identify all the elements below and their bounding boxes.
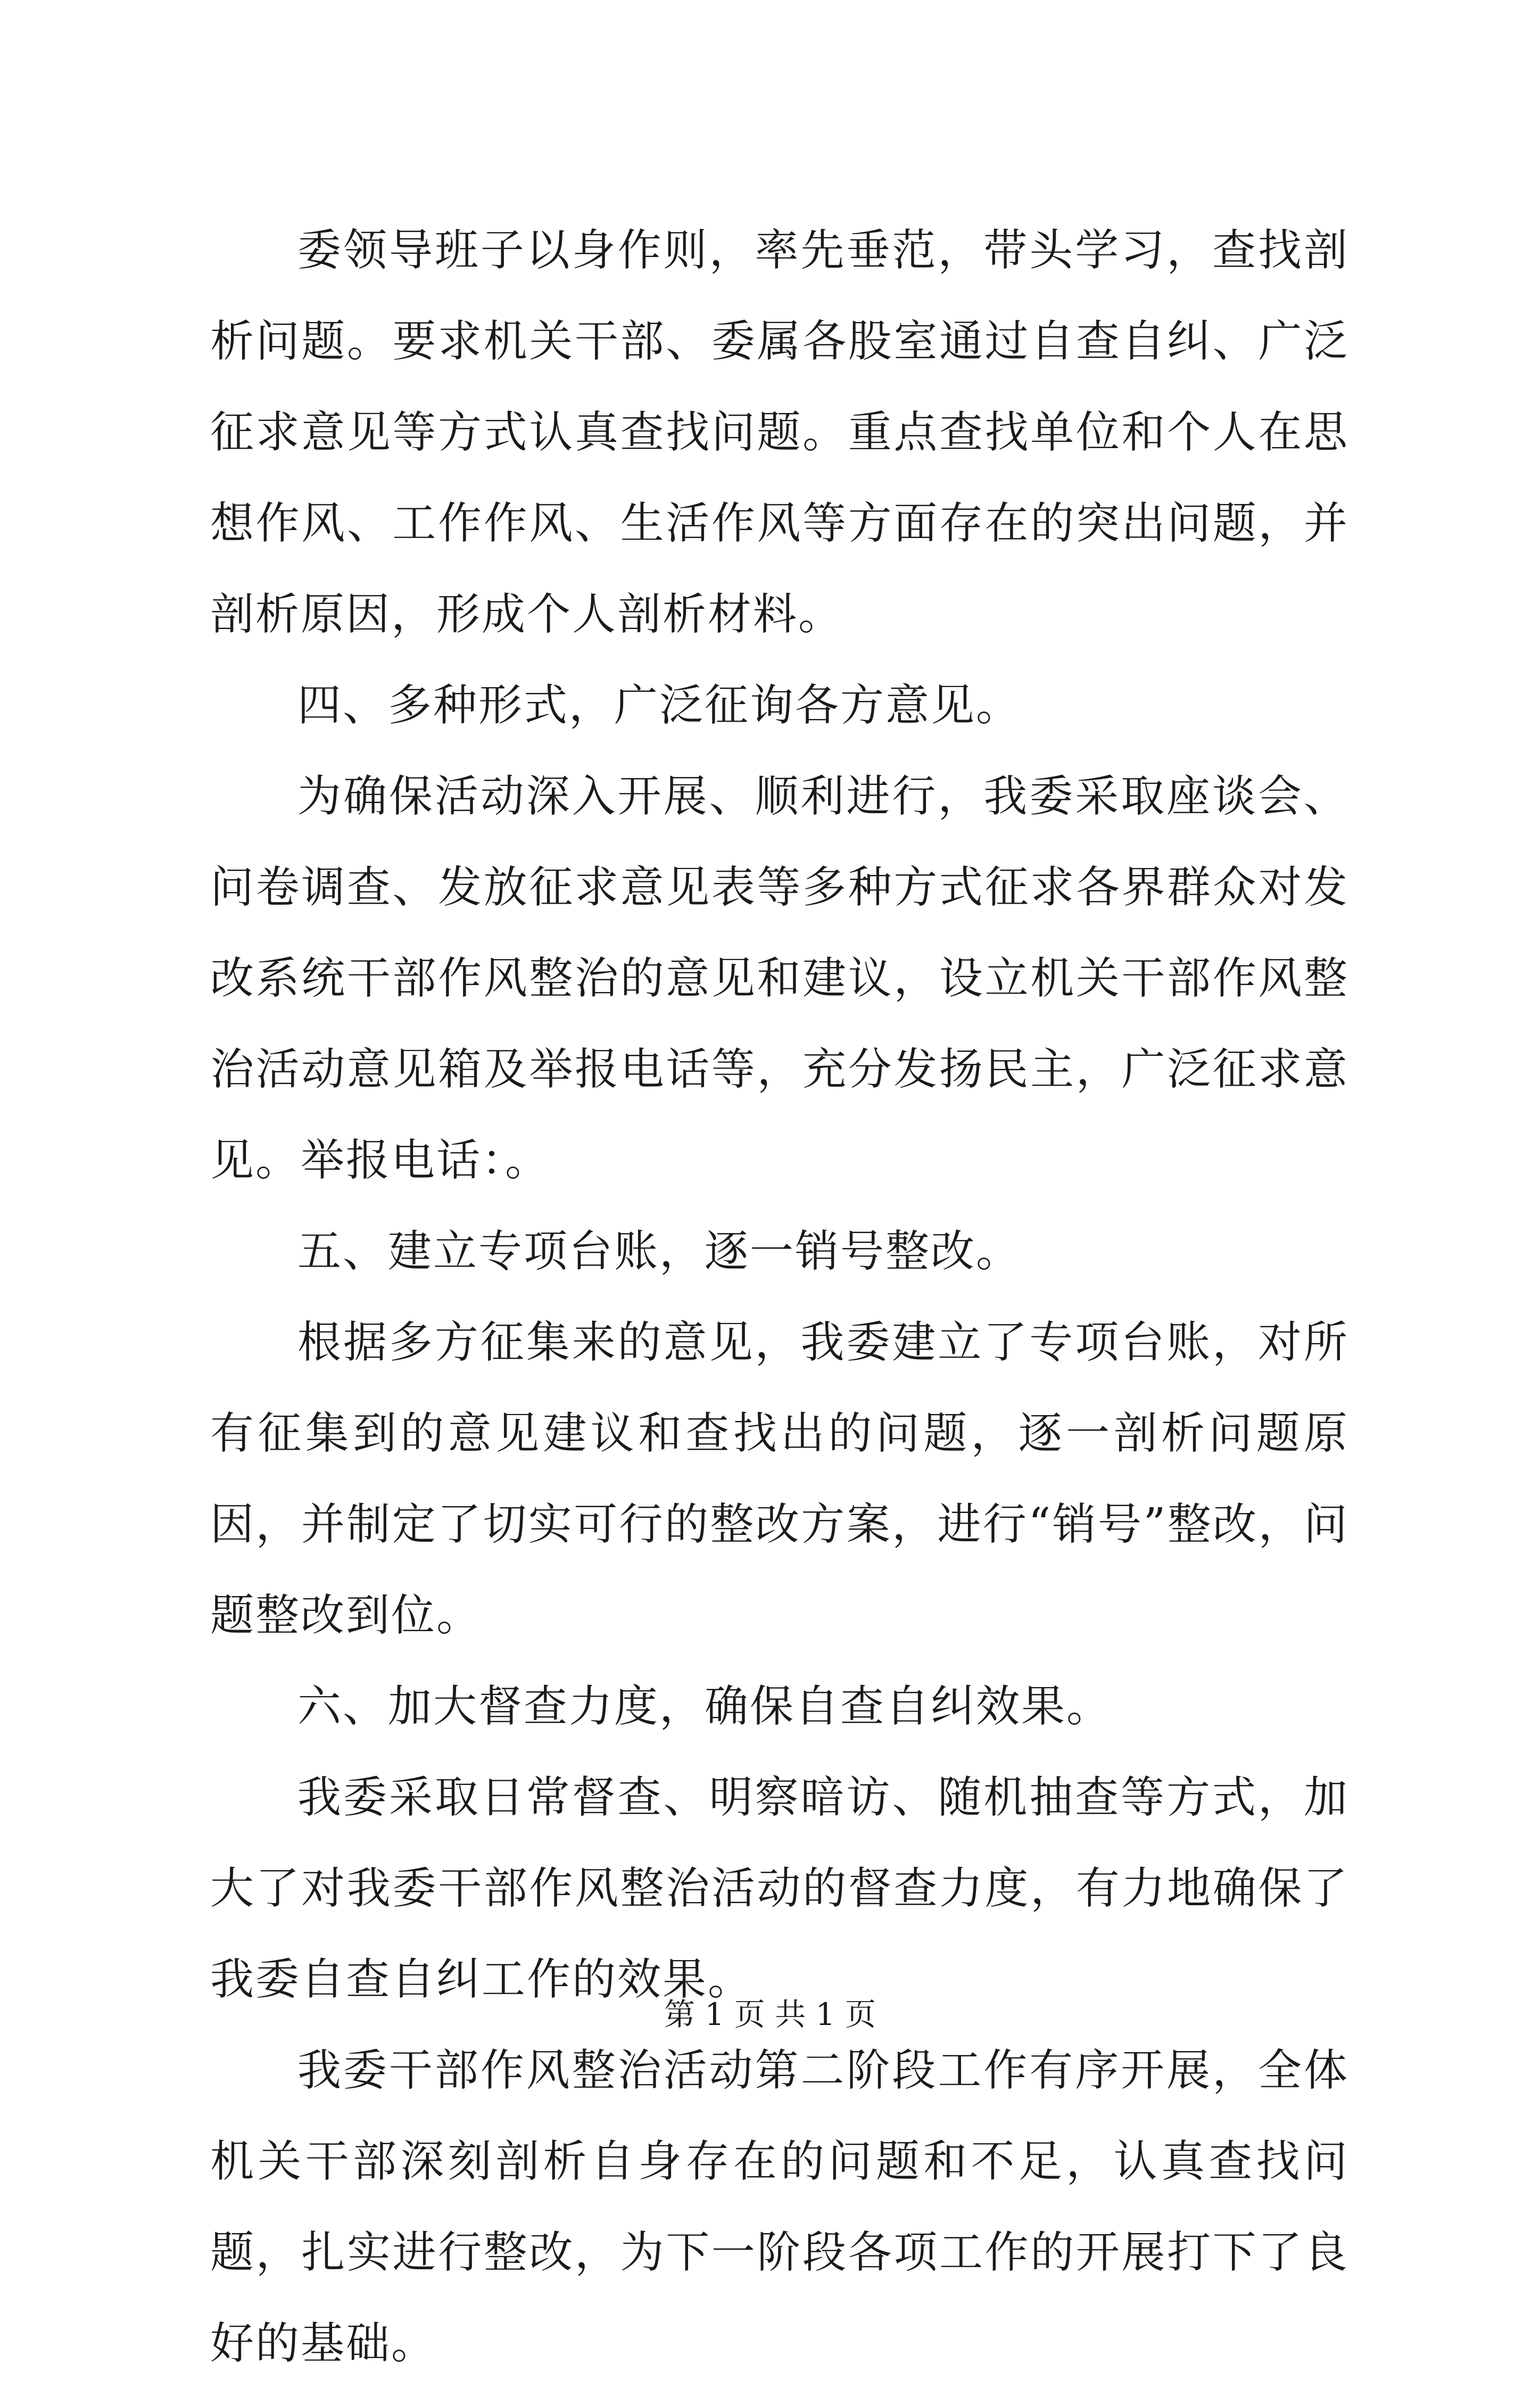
section-heading: 六、加大督查力度，确保自查自纠效果。 <box>297 1681 1112 1732</box>
body-paragraph: 根据多方征集来的意见，我委建立了专项台账，对所有征集到的意见建议和查找出的问题，逐一剖析问题原因，并制定了切实可行的整改方案，进行“销号”整改，问题整改到位。 <box>210 1317 1349 1641</box>
document-body <box>210 205 1349 2389</box>
body-paragraph: 为确保活动深入开展、顺利进行，我委采取座谈会、问卷调查、发放征求意见表等多种方式征求各界群众对发改系统干部作风整治的意见和建议，设立机关干部作风整治活动意见箱及举报电话等，充分发扬民主，广泛征求意见。举报电话：。 <box>210 771 1349 1186</box>
body-paragraph: 委领导班子以身作则，率先垂范，带头学习，查找剖析问题。要求机关干部、委属各股室通过自查自纠、广泛征求意见等方式认真查找问题。重点查找单位和个人在思想作风、工作作风、生活作风等方面存在的突出问题，并剖析原因，形成个人剖析材料。 <box>210 225 1349 640</box>
body-paragraph: 我委采取日常督查、明察暗访、随机抽查等方式，加大了对我委干部作风整治活动的督查力度，有力地确保了我委自查自纠工作的效果。 <box>210 1772 1349 2005</box>
body-paragraph: 我委干部作风整治活动第二阶段工作有序开展，全体机关干部深刻剖析自身存在的问题和不足，认真查找问题，扎实进行整改，为下一阶段各项工作的开展打下了良好的基础。 <box>210 2045 1349 2369</box>
page-number-label: 第 1 页 共 1 页 <box>664 1996 876 2032</box>
section-heading: 四、多种形式，广泛征询各方意见。 <box>297 680 1022 731</box>
section-heading: 五、建立专项台账，逐一销号整改。 <box>297 1226 1022 1277</box>
page-number-footer <box>0 1993 1540 2036</box>
